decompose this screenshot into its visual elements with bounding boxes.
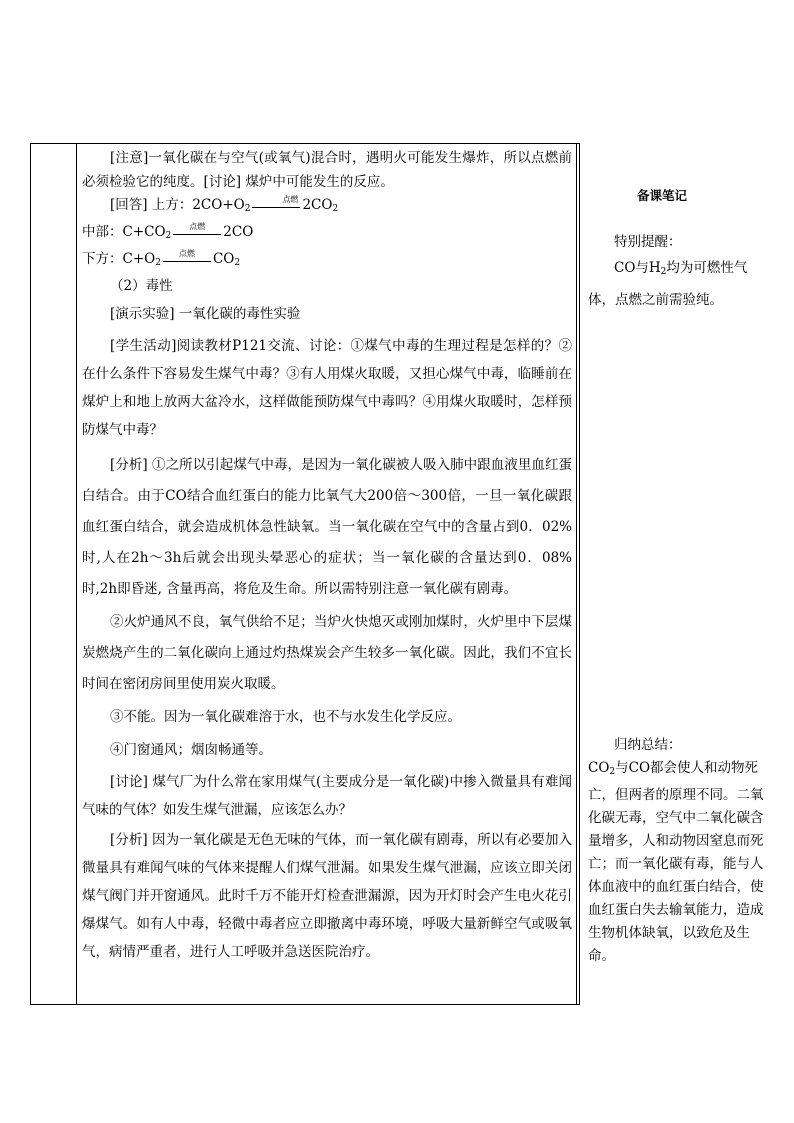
reaction-upper: [回答] 上方：$2CO+O_2$ 点燃 $2CO_2$ bbox=[110, 194, 339, 214]
reaction-lower: 下方：$C+O_2$ 点燃 $CO_2$ bbox=[82, 248, 241, 268]
summary-text: $CO_2$与CO都会使人和动物死亡，但两者的原理不同。二氧化碳无毒，空气中二氧化碳含量增多，人和动物因窒息而死亡；而一氧化碳有毒，能与人体血液中的血红蛋白结合，使血红蛋白失去输氧能力，造成生物机体缺氧，以致危及生命。 bbox=[588, 760, 764, 964]
condition-arrow: 点燃 bbox=[252, 200, 300, 212]
note-paragraph: [注意]一氧化碳在与空气(或氧气)混合时，遇明火可能发生爆炸，所以点燃前必须检验它的纯度。[讨论] 煤炉中可能发生的反应。 bbox=[82, 150, 572, 190]
lesson-content bbox=[82, 146, 572, 966]
condition-arrow: 点燃 bbox=[163, 254, 211, 266]
condition-arrow: 点燃 bbox=[173, 227, 221, 239]
analysis-paragraph-5: [分析] 因为一氧化碳是无色无味的气体，而一氧化碳有剧毒，所以有必要加入微量具有难闻气味的气体来提醒人们煤气泄漏。如果发生煤气泄漏，应该立即关闭煤气阀门并开窗通风。此时千万不能开灯检查泄漏源，因为开灯时会产生电火花引爆煤气。如有人中毒，轻微中毒者应立即撤离中毒环境，呼吸大量新鲜空气或吸氧气，病情严重者，进行人工呼吸并急送医院治疗。 bbox=[82, 832, 572, 960]
tip-text: CO与$H_2$均为可燃性气体，点燃之前需验纯。 bbox=[588, 260, 748, 308]
analysis-paragraph-1: [分析] ①之所以引起煤气中毒，是因为一氧化碳被人吸入肺中跟血液里血红蛋白结合。由于CO结合血红蛋白的能力比氧气大200倍～300倍，一旦一氧化碳跟血红蛋白结合，就会造成机体急性缺氧。当一氧化碳在空气中的含量占到0．02%时,人在2h～3h后就会出现头晕恶心的症状；当一氧化碳的含量达到0．08%时,2h即昏迷, 含量再高，将危及生命。所以需特别注意一氧化碳有剧毒。 bbox=[82, 457, 572, 597]
notes-heading: 备课笔记 bbox=[636, 188, 687, 203]
demo-paragraph: [演示实验] 一氧化碳的毒性实验 bbox=[110, 306, 301, 322]
reaction-middle: 中部：$C+CO_2$ 点燃 2CO bbox=[82, 221, 254, 241]
tip-title: 特别提醒： bbox=[614, 234, 682, 250]
column-divider-right bbox=[576, 143, 577, 1005]
student-activity-paragraph: [学生活动]阅读教材P121交流、讨论：①煤气中毒的生理过程是怎样的？②在什么条件下容易发生煤气中毒？③有人用煤火取暖，又担心煤气中毒，临睡前在煤炉上和地上放两大盆冷水，这样做能预防煤气中毒吗？④用煤火取暖时，怎样预防煤气中毒？ bbox=[82, 338, 572, 438]
column-divider-left bbox=[76, 143, 77, 1005]
section-heading: （2）毒性 bbox=[110, 278, 173, 294]
discussion-paragraph: [讨论] 煤气厂为什么常在家用煤气(主要成分是一氧化碳)中掺入微量具有难闻气味的气体？如发生煤气泄漏，应该怎么办？ bbox=[82, 774, 572, 818]
analysis-paragraph-2: ②火炉通风不良，氧气供给不足；当炉火快熄灭或刚加煤时，火炉里中下层煤炭燃烧产生的二氧化碳向上通过灼热煤炭会产生较多一氧化碳。因此，我们不宜长时间在密闭房间里使用炭火取暖。 bbox=[82, 614, 572, 692]
summary-block bbox=[588, 733, 766, 968]
analysis-paragraph-4: ④门窗通风；烟囱畅通等。 bbox=[110, 742, 272, 758]
notes-column bbox=[588, 184, 766, 314]
summary-title: 归纳总结： bbox=[614, 737, 682, 753]
analysis-paragraph-3: ③不能。因为一氧化碳难溶于水，也不与水发生化学反应。 bbox=[110, 709, 461, 725]
